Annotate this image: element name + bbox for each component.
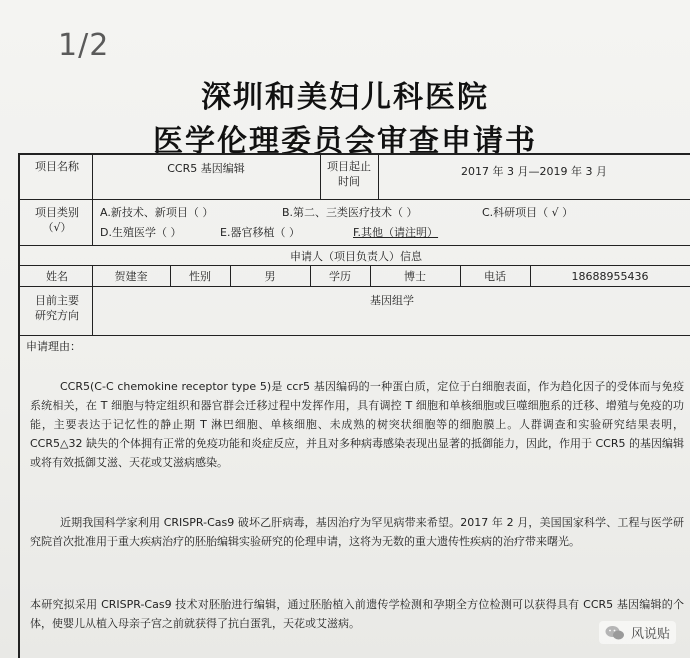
category-option-b: B.第二、三类医疗技术（ ） — [282, 206, 418, 219]
project-period-label-line2: 时间 — [338, 175, 360, 188]
table-rule — [370, 265, 371, 286]
research-direction-label-line1: 目前主要 — [35, 294, 79, 307]
hospital-title: 深圳和美妇儿科医院 — [201, 80, 489, 115]
form-title: 医学伦理委员会审查申请书 — [153, 124, 537, 159]
project-category-label-line1: 项目类别 — [35, 206, 79, 219]
category-option-a: A.新技术、新项目（ ） — [100, 206, 214, 219]
table-rule — [20, 265, 690, 266]
page-indicator: 1/2 — [58, 28, 110, 63]
table-rule — [170, 265, 171, 286]
table-rule — [530, 265, 531, 286]
table-rule — [20, 245, 690, 246]
reason-paragraph: CCR5(C-C chemokine receptor type 5)是 ccr5 基因编码的一种蛋白质，定位于白细胞表面，作为趋化因子的受体而与免疫系统相关，在 T 细胞与特定组织和器官群会迁移过程中发挥作用，具有调控 T 细胞和单核细胞或巨噬细胞系的迁移、增殖与免疫的功能，主要表达于记忆性的静止期 T 淋巴细胞、单核细胞、未成熟的树突状细胞等的细胞膜上。人群调查和实验研究结果表明，CCR5△32 缺失的个体拥有正常的免疫功能和炎症反应，并且对多种病毒感染表现出显著的抵御能力，因此，作用于 CCR5 的基因编辑或将有效抵御艾滋、天花或艾滋病感染。 — [30, 380, 684, 469]
watermark-text: 风说贴 — [630, 627, 670, 642]
wechat-watermark — [599, 621, 676, 644]
wechat-icon — [605, 625, 625, 641]
name-label: 姓名 — [46, 270, 68, 283]
applicant-section-header: 申请人（项目负责人）信息 — [290, 250, 422, 263]
research-direction-value: 基因组学 — [370, 294, 414, 307]
project-period-value: 2017 年 3 月—2019 年 3 月 — [461, 165, 607, 178]
phone-label: 电话 — [484, 270, 506, 283]
table-rule — [20, 286, 690, 287]
table-rule — [320, 155, 321, 199]
table-rule — [460, 265, 461, 286]
reason-paragraph: 近期我国科学家利用 CRISPR-Cas9 破坏乙肝病毒，基因治疗为罕见病带来希望。2017 年 2 月，美国国家科学、工程与医学研究院首次批准用于重大疾病治疗的胚胎编辑实验研究的伦理申请，这将为无数的重大遗传性疾病的治疗带来曙光。 — [30, 516, 684, 548]
project-name-label: 项目名称 — [35, 160, 79, 173]
phone-value: 18688955436 — [571, 270, 649, 283]
application-reason-label: 申请理由： — [26, 340, 81, 353]
gender-label: 性别 — [189, 270, 211, 283]
research-direction-label-line2: 研究方向 — [35, 309, 79, 322]
table-rule — [20, 335, 690, 336]
category-option-d: D.生殖医学（ ） — [100, 226, 182, 239]
category-option-e: E.器官移植（ ） — [220, 226, 300, 239]
project-category-label-line2: （√） — [42, 221, 72, 234]
table-rule — [310, 265, 311, 286]
name-value: 贺建奎 — [114, 270, 148, 283]
reason-paragraph: 本研究拟采用 CRISPR-Cas9 技术对胚胎进行编辑，通过胚胎植入前遗传学检测和孕期全方位检测可以获得具有 CCR5 基因编辑的个体，使婴儿从植入母亲子宫之前就获得了抗白蛋乳，天花或艾滋病。 — [30, 598, 684, 630]
education-value: 博士 — [404, 270, 426, 283]
project-name-value: CCR5 基因编辑 — [167, 162, 245, 175]
project-period-label-line1: 项目起止 — [327, 160, 371, 173]
table-rule — [20, 199, 690, 200]
gender-value: 男 — [264, 270, 276, 283]
project-period-label — [322, 159, 376, 189]
category-option-c: C.科研项目（ √ ） — [482, 206, 574, 219]
application-form-table — [18, 153, 690, 658]
project-category-label — [24, 205, 90, 235]
education-label: 学历 — [329, 270, 351, 283]
table-rule — [230, 265, 231, 286]
research-direction-label — [24, 293, 90, 323]
table-rule — [378, 155, 379, 199]
category-option-f: F.其他（请注明） — [353, 226, 439, 239]
table-rule — [92, 265, 93, 335]
table-rule — [92, 155, 93, 245]
